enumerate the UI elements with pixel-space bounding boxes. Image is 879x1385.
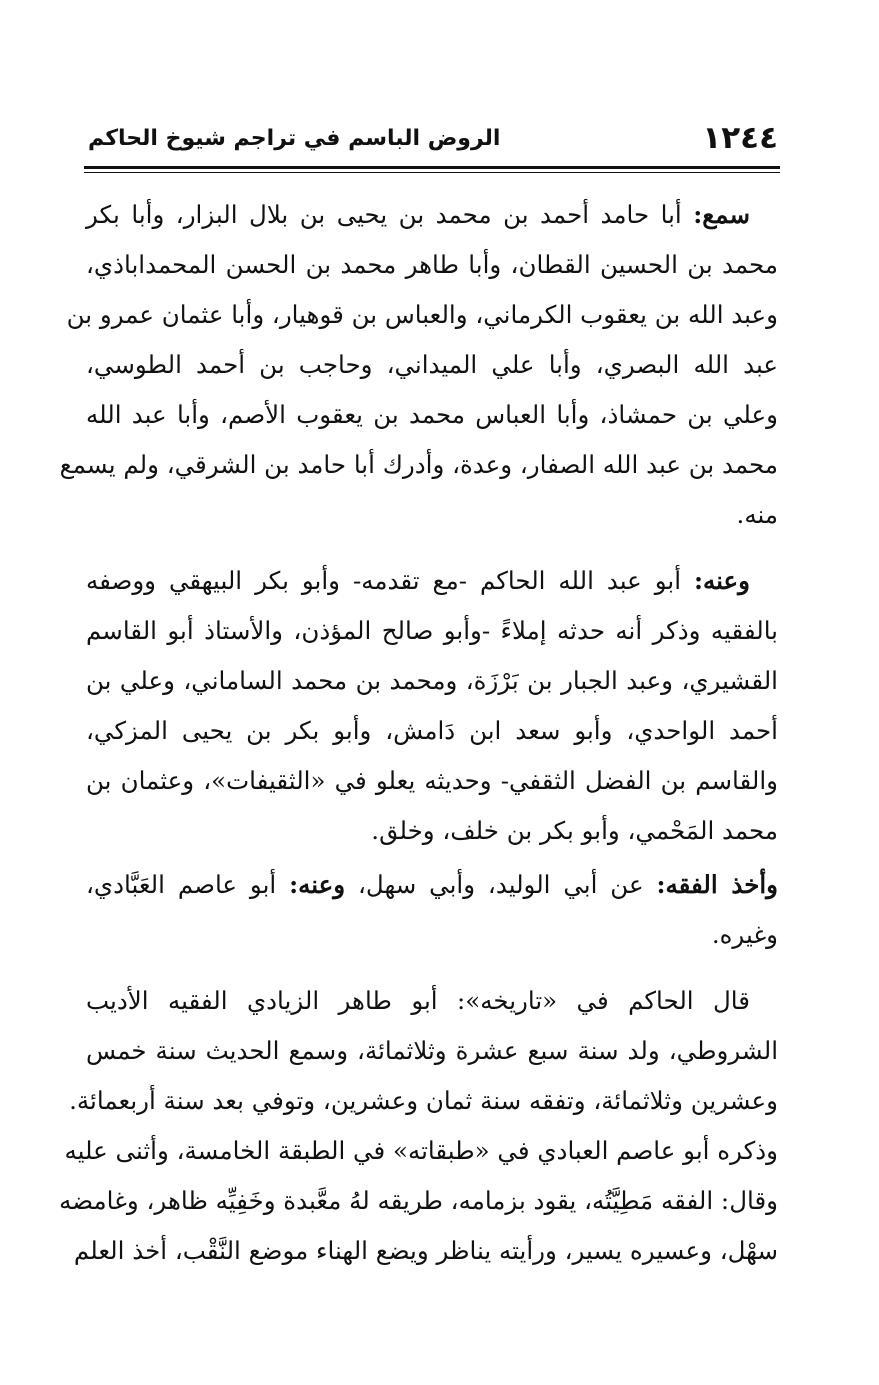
- text-line: وأخذ الفقه: عن أبي الوليد، وأبي سهل، وعنه: أبو عاصم العَبَّادي،: [86, 870, 778, 899]
- paragraph-lead: وعنه:: [693, 566, 750, 595]
- text-line: عبد الله البصري، وأبا علي الميداني، وحاجب بن أحمد الطوسي،: [86, 350, 778, 379]
- text-line: القشيري، وعبد الجبار بن بَرْزَة، ومحمد بن محمد الساماني، وعلي بن: [86, 666, 778, 695]
- text-line: قال الحاكم في «تاريخه»: أبو طاهر الزيادي الفقيه الأديب: [86, 986, 750, 1015]
- text-line: الشروطي، ولد سنة سبع عشرة وثلاثمائة، وسمع الحديث سنة خمس: [86, 1036, 778, 1065]
- text-line: وعنه: أبو عبد الله الحاكم -مع تقدمه- وأبو بكر البيهقي ووصفه: [86, 566, 750, 595]
- page-number: ١٢٤٤: [702, 120, 778, 156]
- paragraph-narrated-by: [86, 556, 778, 856]
- text-line: وغيره.: [711, 920, 778, 949]
- text-line: وعلي بن حمشاذ، وأبا العباس محمد بن يعقوب الأصم، وأبا عبد الله: [86, 400, 778, 429]
- page-header: [88, 118, 778, 160]
- paragraph-heard-from: [59, 190, 778, 540]
- text-line: محمد بن عبد الله الصفار، وعدة، وأدرك أبا حامد بن الشرقي، ولم يسمع: [59, 450, 778, 479]
- paragraph-lead: سمع:: [693, 200, 750, 229]
- text-line: وعشرين وثلاثمائة، وتفقه سنة ثمان وعشرين، وتوفي بعد سنة أربعمائة.: [69, 1086, 778, 1115]
- text-line: منه.: [736, 500, 778, 529]
- paragraph-lead: وأخذ الفقه:: [656, 870, 778, 899]
- paragraph-hakim-quote: [59, 976, 778, 1276]
- body-text: [59, 190, 778, 1276]
- text-line: أحمد الواحدي، وأبو سعد ابن دَامش، وأبو بكر بن يحيى المزكي،: [86, 716, 778, 745]
- text-line: بالفقيه وذكر أنه حدثه إملاءً -وأبو صالح المؤذن، والأستاذ أبو القاسم: [86, 616, 778, 645]
- header-rule-thick: [84, 166, 780, 169]
- paragraph-mid-lead: وعنه:: [289, 870, 346, 899]
- text-line: وقال: الفقه مَطِيَّتُه، يقود بزمامه، طريقه لهُ معَّبدة وخَفِيِّه ظاهر، وغامضه: [59, 1186, 778, 1215]
- text-line: سهْل، وعسيره يسير، ورأيته يناظر ويضع الهناء موضع النَّقْب، أخذ العلم: [73, 1236, 778, 1265]
- text-line: والقاسم بن الفضل الثقفي- وحديثه يعلو في «الثقيفات»، وعثمان بن: [86, 766, 778, 795]
- paragraph-fiqh: [86, 860, 778, 960]
- text-line: محمد بن الحسين القطان، وأبا طاهر محمد بن الحسن المحمداباذي،: [86, 250, 778, 279]
- text-line: وعبد الله بن يعقوب الكرماني، والعباس بن قوهيار، وأبا عثمان عمرو بن: [66, 300, 778, 329]
- running-title: الروض الباسم في تراجم شيوخ الحاكم: [88, 126, 501, 151]
- header-rule-thin: [84, 172, 780, 173]
- text-line: محمد المَحْمي، وأبو بكر بن خلف، وخلق.: [371, 816, 778, 845]
- text-line: سمع: أبا حامد أحمد بن محمد بن يحيى بن بلال البزار، وأبا بكر: [86, 200, 750, 229]
- text-line: وذكره أبو عاصم العبادي في «طبقاته» في الطبقة الخامسة، وأثنى عليه: [64, 1136, 778, 1165]
